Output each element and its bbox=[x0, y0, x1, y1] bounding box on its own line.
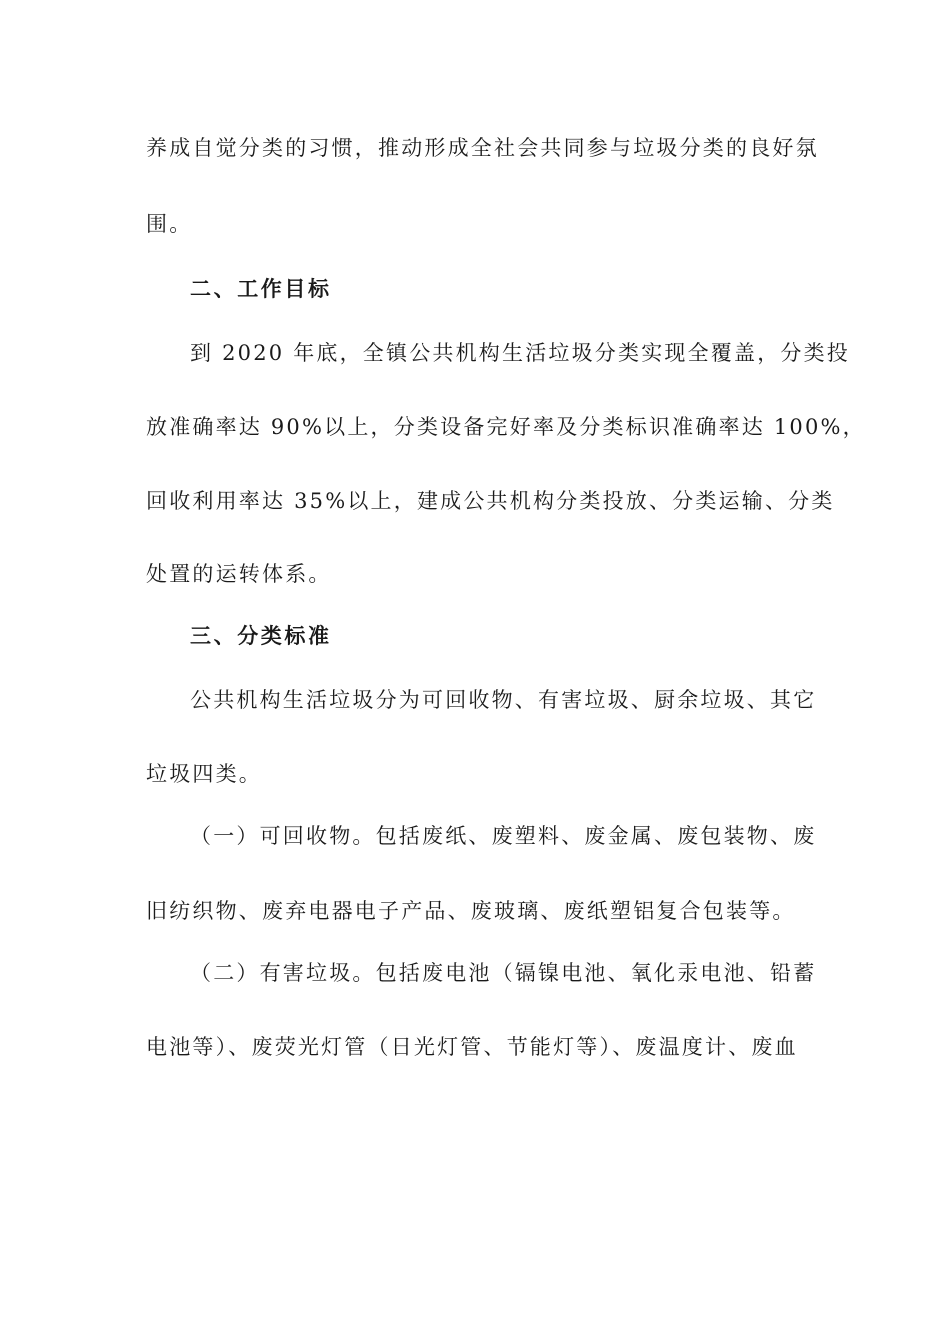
paragraph-line: 回收利用率达 35%以上，建成公共机构分类投放、分类运输、分类 bbox=[146, 489, 835, 513]
paragraph-line: （二）有害垃圾。包括废电池（镉镍电池、氧化汞电池、铅蓄 bbox=[190, 961, 817, 985]
section-heading-work-goals: 二、工作目标 bbox=[190, 276, 332, 301]
section-heading-classification-standard: 三、分类标准 bbox=[190, 623, 332, 648]
paragraph-line: 电池等）、废荧光灯管（日光灯管、节能灯等）、废温度计、废血 bbox=[146, 1035, 798, 1059]
paragraph-line: （一）可回收物。包括废纸、废塑料、废金属、废包装物、废 bbox=[190, 824, 817, 848]
paragraph-line: 处置的运转体系。 bbox=[146, 562, 332, 586]
paragraph-line: 围。 bbox=[146, 212, 193, 236]
paragraph-line: 垃圾四类。 bbox=[146, 762, 262, 786]
paragraph-line: 旧纺织物、废弃电器电子产品、废玻璃、废纸塑铝复合包装等。 bbox=[146, 899, 796, 923]
paragraph-line: 养成自觉分类的习惯，推动形成全社会共同参与垃圾分类的良好氛 bbox=[146, 136, 819, 160]
paragraph-line: 放准确率达 90%以上，分类设备完好率及分类标识准确率达 100%， bbox=[146, 415, 866, 439]
paragraph-line: 到 2020 年底，全镇公共机构生活垃圾分类实现全覆盖，分类投 bbox=[190, 341, 850, 365]
paragraph-line: 公共机构生活垃圾分为可回收物、有害垃圾、厨余垃圾、其它 bbox=[190, 688, 817, 712]
